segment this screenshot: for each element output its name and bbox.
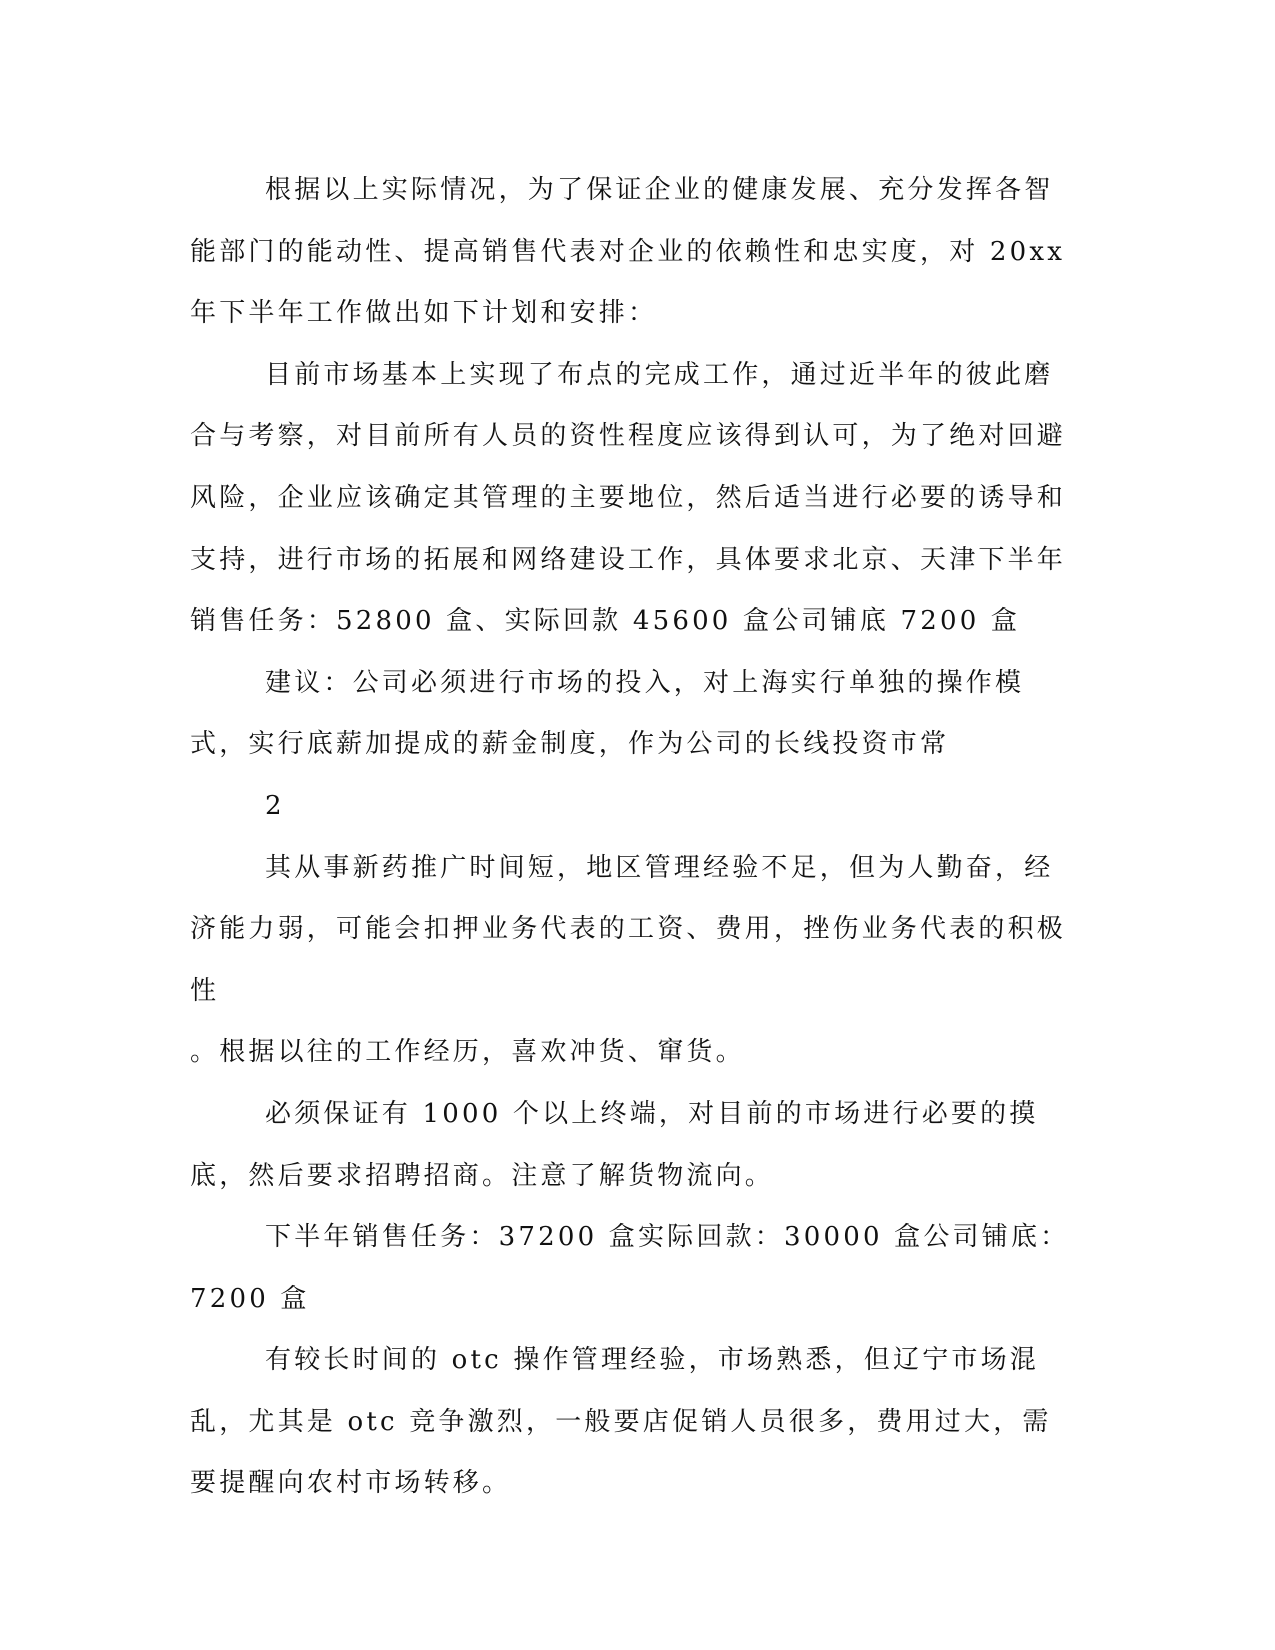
paragraph-work-history: 。根据以往的工作经历，喜欢冲货、窜货。 bbox=[190, 1037, 745, 1068]
paragraph-work-plan-intro: 根据以上实际情况，为了保证企业的健康发展、充分发挥各智能部门的能动性、提高销售代表对企业的依赖性和忠实度，对 20xx 年下半年工作做出如下计划和安排： bbox=[190, 175, 1066, 329]
paragraph-otc-experience: 有较长时间的 otc 操作管理经验，市场熟悉，但辽宁市场混乱，尤其是 otc 竞争激烈，一般要店促销人员很多，费用过大，需要提醒向农村市场转移。 bbox=[190, 1345, 1052, 1499]
section-number: 2 bbox=[265, 790, 282, 821]
paragraph-manager-assessment: 其从事新药推广时间短，地区管理经验不足，但为人勤奋，经济能力弱，可能会扣押业务代表的工资、费用，挫伤业务代表的积极性 bbox=[190, 852, 1067, 1006]
paragraph-terminal-requirement: 必须保证有 1000 个以上终端，对目前的市场进行必要的摸底，然后要求招聘招商。注意了解货物流向。 bbox=[190, 1098, 1039, 1191]
paragraph-sales-target: 下半年销售任务：37200 盒实际回款：30000 盒公司铺底：7200 盒 bbox=[190, 1222, 1070, 1314]
paragraph-market-status: 目前市场基本上实现了布点的完成工作，通过近半年的彼此磨合与考察，对目前所有人员的资性程度应该得到认可，为了绝对回避风险，企业应该确定其管理的主要地位，然后适当进行必要的诱导和支持，进行市场的拓展和网络建设工作，具体要求北京、天津下半年销售任务：52800 盒、实际回款 45600 盒公司铺底 7200 盒 bbox=[190, 359, 1067, 637]
document-body bbox=[190, 160, 1080, 1515]
paragraph-shanghai-suggestion: 建议：公司必须进行市场的投入，对上海实行单独的操作模式，实行底薪加提成的薪金制度，作为公司的长线投资市常 bbox=[190, 667, 1025, 760]
